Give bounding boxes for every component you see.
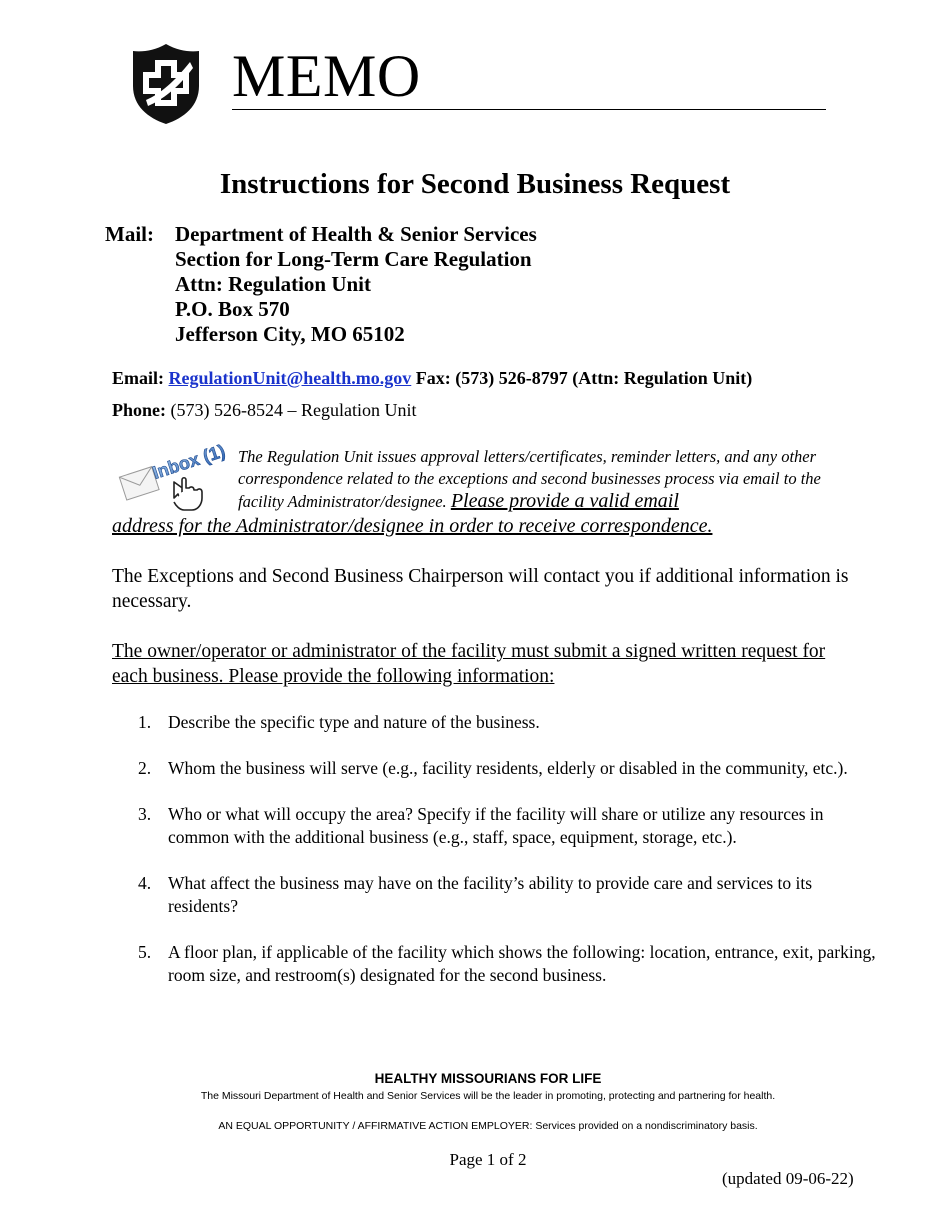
list-item-number: 3.: [138, 804, 152, 824]
memo-divider: [232, 109, 826, 110]
requirements-list: [138, 711, 878, 1010]
email-fax-line: [112, 366, 752, 390]
email-label: Email:: [112, 368, 164, 388]
mail-line-attn: Attn: Regulation Unit: [175, 272, 372, 296]
footer-mission: The Missouri Department of Health and Senior Services will be the leader in promoting, protecting and partnering for health.: [200, 1090, 776, 1102]
page-number: Page 1 of 2: [449, 1150, 527, 1169]
footer-eeo-statement: AN EQUAL OPPORTUNITY / AFFIRMATIVE ACTION EMPLOYER: Services provided on a nondiscriminatory basis.: [218, 1120, 758, 1132]
list-item-text: Whom the business will serve (e.g., facility residents, elderly or disabled in the community, etc.).: [168, 758, 848, 778]
inbox-mail-icon: [116, 436, 234, 512]
mail-line-city: Jefferson City, MO 65102: [175, 322, 405, 346]
mail-line-department: Department of Health & Senior Services: [175, 222, 537, 246]
email-notice: [238, 446, 858, 513]
chairperson-paragraph: The Exceptions and Second Business Chairperson will contact you if additional information is necessary.: [112, 566, 849, 612]
owner-request-paragraph: The owner/operator or administrator of the facility must submit a signed written request for each business. Please provide the following information:: [112, 641, 826, 687]
list-item-text: Who or what will occupy the area? Specify if the facility will share or utilize any resources in common with the additional business (e.g., staff, space, equipment, storage, etc.).: [168, 804, 824, 847]
mail-label: Mail:: [105, 222, 154, 246]
list-item-text: A floor plan, if applicable of the facility which shows the following: location, entrance, exit, parking, room size, and restroom(s) designated for the second business.: [168, 942, 876, 985]
document-title: Instructions for Second Business Request: [219, 168, 731, 200]
mail-line-section: Section for Long-Term Care Regulation: [175, 247, 532, 271]
fax-info: Fax: (573) 526-8797 (Attn: Regulation Unit): [415, 368, 753, 388]
mail-line-pobox: P.O. Box 570: [175, 297, 290, 321]
email-notice-emphasis-start: Please provide a valid email: [450, 490, 679, 512]
list-item-number: 4.: [138, 873, 152, 893]
list-item-number: 1.: [138, 712, 152, 732]
list-item: [138, 803, 878, 849]
memo-title: MEMO: [232, 43, 421, 109]
list-item-text: Describe the specific type and nature of the business.: [168, 712, 540, 732]
email-notice-emphasis-end: address for the Administrator/designee in order to receive correspondence.: [112, 515, 713, 537]
inbox-icon-label: Inbox (1): [150, 440, 228, 483]
footer-motto: HEALTHY MISSOURIANS FOR LIFE: [374, 1071, 602, 1086]
list-item-text: What affect the business may have on the facility’s ability to provide care and services to its residents?: [168, 873, 813, 916]
list-item: [138, 941, 878, 987]
shield-cross-icon: [130, 42, 202, 126]
phone-label: Phone:: [112, 400, 166, 420]
list-item-number: 2.: [138, 758, 152, 778]
mail-address: [175, 222, 537, 347]
email-notice-text: The Regulation Unit issues approval letters/certificates, reminder letters, and any other correspondence related to the exceptions and second businesses process via email to the facility Administrator/designee.: [238, 447, 821, 511]
updated-date: (updated 09-06-22): [722, 1169, 854, 1188]
phone-info: (573) 526-8524 – Regulation Unit: [170, 400, 417, 420]
email-link[interactable]: RegulationUnit@health.mo.gov: [168, 368, 412, 388]
list-item: [138, 711, 878, 734]
list-item: [138, 872, 878, 918]
list-item: [138, 757, 878, 780]
list-item-number: 5.: [138, 942, 152, 962]
phone-line: [112, 398, 416, 422]
